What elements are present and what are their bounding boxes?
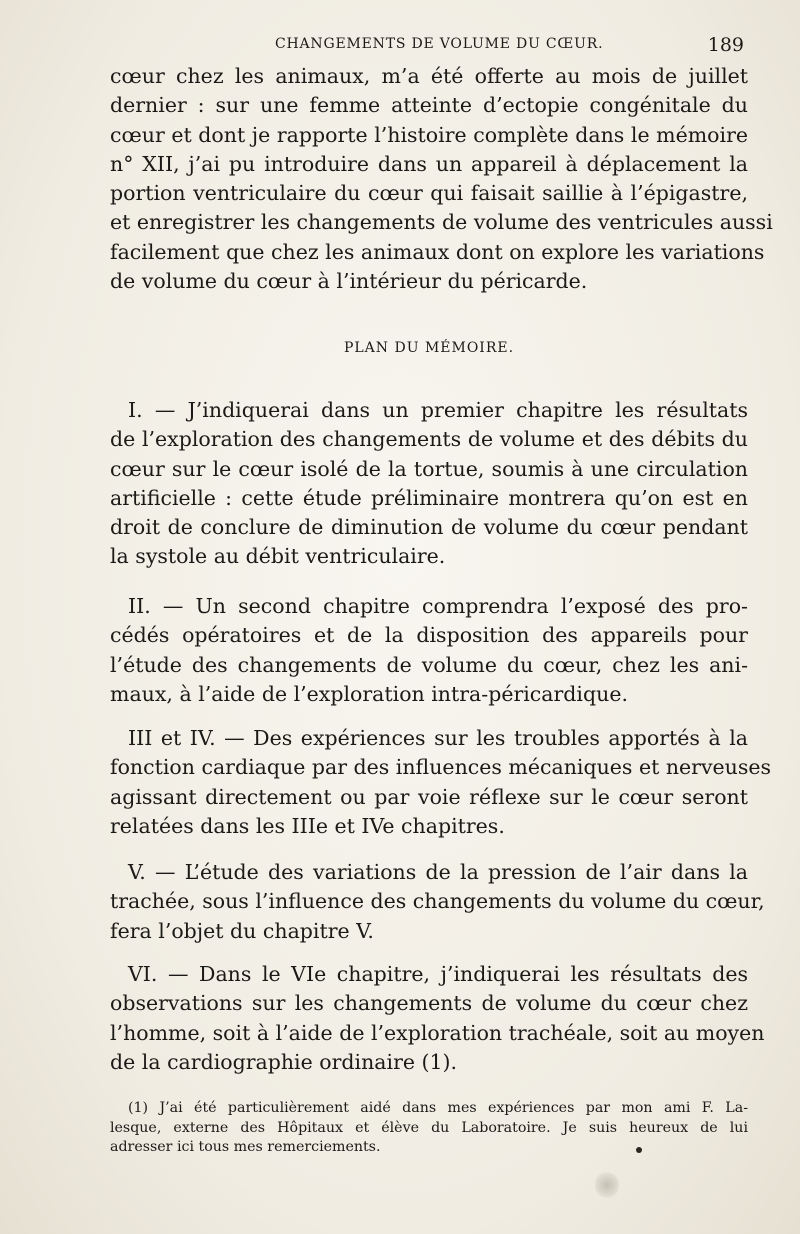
text-line: droit de conclure de diminution de volume du cœur pendant — [110, 515, 748, 540]
text-line: de la cardiographie ordinaire (1). — [110, 1049, 458, 1074]
footnote — [110, 1099, 748, 1158]
plan-item-5 — [110, 858, 765, 946]
text-line: cœur et dont je rapporte l’histoire complète dans le mémoire — [110, 122, 748, 147]
text-line: artificielle : cette étude préliminaire montrera qu’on est en — [110, 485, 748, 510]
text-line: de l’exploration des changements de volume et des débits du — [110, 427, 748, 452]
text-line: n° XII, j’ai pu introduire dans un appareil à déplacement la — [110, 151, 748, 176]
running-title: CHANGEMENTS DE VOLUME DU CŒUR. — [275, 36, 604, 52]
text-line: dernier : sur une femme atteinte d’ectopie congénitale du — [110, 93, 748, 118]
text-line: facilement que chez les animaux dont on explore les variations — [110, 239, 765, 264]
page-number: 189 — [707, 34, 744, 56]
text-line: et enregistrer les changements de volume des ventricules aussi — [110, 210, 773, 235]
text-line: V. — L’étude des variations de la pression de l’air dans la — [128, 860, 748, 884]
plan-item-1 — [110, 396, 748, 572]
text-line: relatées dans les IIIe et IVe chapitres. — [110, 813, 505, 838]
text-line: de volume du cœur à l’intérieur du péricarde. — [110, 269, 588, 294]
text-line: portion ventriculaire du cœur qui faisait saillie à l’épigastre, — [110, 181, 748, 206]
footnote-line: (1) J’ai été particulièrement aidé dans mes expériences par mon ami F. La- — [128, 1100, 748, 1116]
text-line: I. — J’indiquerai dans un premier chapitre les résultats — [128, 398, 748, 422]
footnote-line: lesque, externe des Hôpitaux et élève du Laboratoire. Je suis heureux de lui — [110, 1119, 748, 1136]
text-line: II. — Un second chapitre comprendra l’exposé des pro- — [128, 594, 748, 618]
section-heading: PLAN DU MÉMOIRE. — [343, 340, 515, 356]
text-line: fera l’objet du chapitre V. — [110, 918, 374, 943]
text-line: cœur chez les animaux, m’a été offerte au mois de juillet — [110, 64, 748, 88]
text-line: cédés opératoires et de la disposition des appareils pour — [110, 623, 748, 648]
running-header — [110, 34, 752, 58]
text-line: la systole au débit ventriculaire. — [110, 544, 446, 569]
text-line: fonction cardiaque par des influences mécaniques et nerveuses — [110, 755, 772, 780]
plan-item-3-4 — [110, 724, 772, 841]
text-line: trachée, sous l’influence des changements du volume du cœur, — [110, 889, 765, 914]
intro-paragraph — [110, 62, 773, 296]
text-line: maux, à l’aide de l’exploration intra-péricardique. — [110, 681, 628, 706]
paper-stain — [595, 1170, 619, 1200]
text-line: agissant directement ou par voie réflexe sur le cœur seront — [110, 784, 748, 809]
plan-item-2 — [110, 592, 748, 709]
text-line: l’étude des changements de volume du cœur, chez les ani- — [110, 652, 748, 677]
text-line: VI. — Dans le VIe chapitre, j’indiquerai les résultats des — [128, 962, 748, 986]
footnote-line: adresser ici tous mes remerciements. — [110, 1139, 381, 1155]
ink-dot — [636, 1147, 642, 1153]
text-line: III et IV. — Des expériences sur les troubles apportés à la — [128, 726, 748, 750]
text-line: cœur sur le cœur isolé de la tortue, soumis à une circulation — [110, 456, 748, 481]
plan-item-6 — [110, 960, 765, 1077]
text-line: observations sur les changements de volume du cœur chez — [110, 991, 748, 1016]
text-line: l’homme, soit à l’aide de l’exploration trachéale, soit au moyen — [110, 1020, 765, 1045]
